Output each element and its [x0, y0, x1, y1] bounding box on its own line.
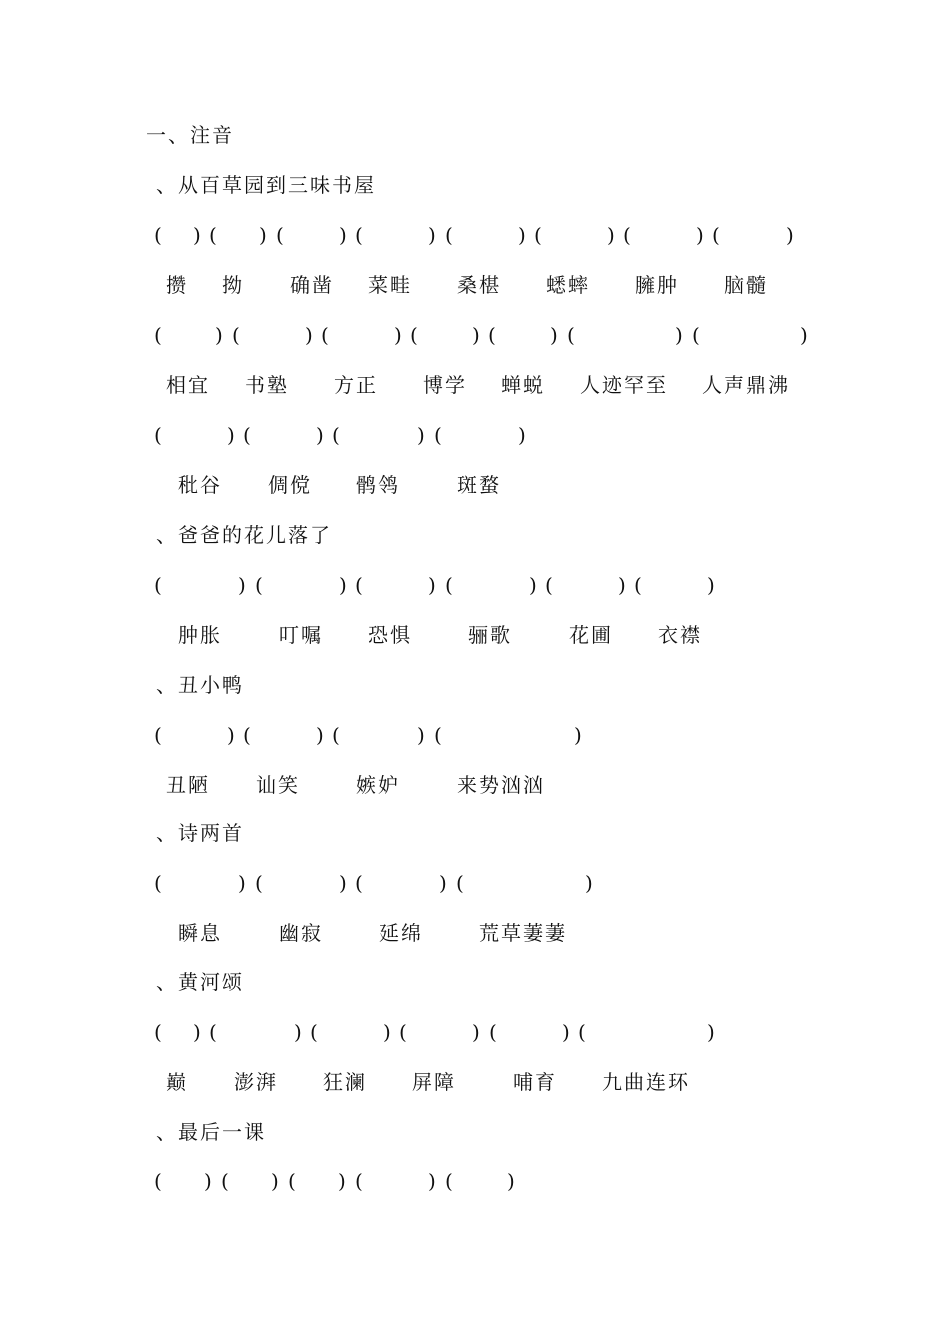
paren-open: ( — [355, 1169, 363, 1193]
section-heading: 、从百草园到三味书屋 — [156, 173, 376, 197]
paren-open: ( — [321, 323, 329, 347]
vocab-word: 书塾 — [245, 373, 289, 397]
paren-close: ) — [305, 323, 313, 347]
paren-open: ( — [154, 1020, 162, 1044]
answer-blanks-row — [0, 1017, 950, 1047]
answer-blanks-row — [0, 868, 950, 898]
paren-open: ( — [154, 573, 162, 597]
paren-close: ) — [428, 223, 436, 247]
word-row — [0, 1067, 950, 1097]
paren-close: ) — [428, 573, 436, 597]
vocab-word: 来势汹汹 — [457, 773, 545, 797]
vocab-word: 幽寂 — [279, 921, 323, 945]
section-4 — [0, 818, 950, 848]
paren-close: ) — [550, 323, 558, 347]
vocab-word: 人声鼎沸 — [702, 373, 790, 397]
vocab-word: 脑髓 — [724, 273, 768, 297]
paren-close: ) — [472, 323, 480, 347]
vocab-word: 鹘鸰 — [356, 473, 400, 497]
vocab-word: 桑椹 — [457, 273, 501, 297]
answer-blanks-row — [0, 420, 950, 450]
paren-close: ) — [294, 1020, 302, 1044]
word-row — [0, 620, 950, 650]
vocab-word: 菜畦 — [368, 273, 412, 297]
vocab-word: 衣襟 — [658, 623, 702, 647]
section-5 — [0, 967, 950, 997]
paren-close: ) — [574, 723, 582, 747]
vocab-word: 臃肿 — [635, 273, 679, 297]
paren-open: ( — [355, 871, 363, 895]
paren-open: ( — [288, 1169, 296, 1193]
paren-close: ) — [529, 573, 537, 597]
vocab-word: 秕谷 — [178, 473, 222, 497]
vocab-word: 恐惧 — [368, 623, 412, 647]
section-heading: 、诗两首 — [156, 821, 244, 845]
paren-close: ) — [607, 223, 615, 247]
vocab-word: 嫉妒 — [356, 773, 400, 797]
paren-open: ( — [456, 871, 464, 895]
vocab-word: 方正 — [334, 373, 378, 397]
answer-blanks-row — [0, 720, 950, 750]
word-row — [0, 470, 950, 500]
paren-close: ) — [472, 1020, 480, 1044]
section-1 — [0, 170, 950, 200]
paren-open: ( — [445, 1169, 453, 1193]
paren-close: ) — [215, 323, 223, 347]
vocab-word: 斑蝥 — [457, 473, 501, 497]
paren-open: ( — [209, 1020, 217, 1044]
vocab-word: 蟋蟀 — [546, 273, 590, 297]
paren-open: ( — [332, 423, 340, 447]
answer-blanks-row — [0, 320, 950, 350]
vocab-word: 蝉蜕 — [501, 373, 545, 397]
vocab-word: 相宜 — [166, 373, 210, 397]
paren-open: ( — [276, 223, 284, 247]
paren-close: ) — [339, 871, 347, 895]
paren-close: ) — [227, 423, 235, 447]
paren-close: ) — [193, 223, 201, 247]
paren-close: ) — [316, 423, 324, 447]
word-row — [0, 270, 950, 300]
paren-open: ( — [154, 871, 162, 895]
paren-close: ) — [238, 573, 246, 597]
paren-open: ( — [488, 323, 496, 347]
word-row — [0, 770, 950, 800]
vocab-word: 确凿 — [290, 273, 334, 297]
section-heading: 、爸爸的花儿落了 — [156, 523, 332, 547]
paren-close: ) — [417, 723, 425, 747]
section-heading: 、最后一课 — [156, 1120, 266, 1144]
vocab-word: 人迹罕至 — [580, 373, 668, 397]
paren-close: ) — [518, 423, 526, 447]
paren-close: ) — [339, 223, 347, 247]
paren-close: ) — [394, 323, 402, 347]
paren-open: ( — [399, 1020, 407, 1044]
paren-open: ( — [154, 723, 162, 747]
answer-blanks-row — [0, 570, 950, 600]
paren-open: ( — [232, 323, 240, 347]
paren-open: ( — [434, 423, 442, 447]
paren-close: ) — [271, 1169, 279, 1193]
vocab-word: 狂澜 — [323, 1070, 367, 1094]
vocab-word: 荒草萋萋 — [479, 921, 567, 945]
paren-open: ( — [209, 223, 217, 247]
vocab-word: 讪笑 — [256, 773, 300, 797]
vocab-word: 澎湃 — [234, 1070, 278, 1094]
paren-open: ( — [623, 223, 631, 247]
paren-open: ( — [243, 423, 251, 447]
vocab-word: 九曲连环 — [602, 1070, 690, 1094]
paren-close: ) — [707, 573, 715, 597]
word-row — [0, 370, 950, 400]
paren-close: ) — [193, 1020, 201, 1044]
paren-close: ) — [338, 1169, 346, 1193]
vocab-word: 叮嘱 — [279, 623, 323, 647]
vocab-word: 瞬息 — [178, 921, 222, 945]
paren-open: ( — [489, 1020, 497, 1044]
paren-open: ( — [445, 223, 453, 247]
paren-open: ( — [355, 223, 363, 247]
paren-close: ) — [800, 323, 808, 347]
vocab-word: 博学 — [423, 373, 467, 397]
vocab-word: 骊歌 — [468, 623, 512, 647]
vocab-word: 拗 — [222, 273, 244, 297]
paren-close: ) — [238, 871, 246, 895]
paren-open: ( — [243, 723, 251, 747]
paren-open: ( — [692, 323, 700, 347]
section-3 — [0, 670, 950, 700]
section-heading: 、丑小鸭 — [156, 673, 244, 697]
word-row — [0, 918, 950, 948]
paren-open: ( — [310, 1020, 318, 1044]
answer-blanks-row — [0, 220, 950, 250]
paren-open: ( — [221, 1169, 229, 1193]
section-heading: 、黄河颂 — [156, 970, 244, 994]
paren-close: ) — [786, 223, 794, 247]
paren-close: ) — [316, 723, 324, 747]
paren-close: ) — [428, 1169, 436, 1193]
paren-close: ) — [562, 1020, 570, 1044]
vocab-word: 花圃 — [569, 623, 613, 647]
paren-close: ) — [339, 573, 347, 597]
paren-close: ) — [439, 871, 447, 895]
paren-close: ) — [227, 723, 235, 747]
section-6 — [0, 1117, 950, 1147]
paren-close: ) — [507, 1169, 515, 1193]
paren-close: ) — [383, 1020, 391, 1044]
vocab-word: 攒 — [166, 273, 188, 297]
section-2 — [0, 520, 950, 550]
vocab-word: 肿胀 — [178, 623, 222, 647]
paren-close: ) — [675, 323, 683, 347]
paren-open: ( — [634, 573, 642, 597]
vocab-word: 延绵 — [379, 921, 423, 945]
paren-open: ( — [255, 871, 263, 895]
paren-open: ( — [154, 423, 162, 447]
paren-open: ( — [154, 1169, 162, 1193]
paren-open: ( — [434, 723, 442, 747]
title-line — [0, 120, 950, 150]
paren-open: ( — [534, 223, 542, 247]
paren-close: ) — [585, 871, 593, 895]
paren-close: ) — [417, 423, 425, 447]
paren-open: ( — [332, 723, 340, 747]
paren-close: ) — [696, 223, 704, 247]
page-title: 一、注音 — [146, 123, 234, 147]
paren-open: ( — [578, 1020, 586, 1044]
paren-close: ) — [259, 223, 267, 247]
vocab-word: 丑陋 — [166, 773, 210, 797]
paren-open: ( — [712, 223, 720, 247]
paren-open: ( — [154, 323, 162, 347]
paren-open: ( — [154, 223, 162, 247]
vocab-word: 哺育 — [513, 1070, 557, 1094]
paren-close: ) — [707, 1020, 715, 1044]
answer-blanks-row — [0, 1166, 950, 1196]
paren-open: ( — [545, 573, 553, 597]
vocab-word: 屏障 — [412, 1070, 456, 1094]
paren-open: ( — [445, 573, 453, 597]
paren-close: ) — [204, 1169, 212, 1193]
paren-open: ( — [410, 323, 418, 347]
paren-close: ) — [618, 573, 626, 597]
paren-open: ( — [255, 573, 263, 597]
paren-open: ( — [567, 323, 575, 347]
vocab-word: 巅 — [166, 1070, 188, 1094]
paren-close: ) — [518, 223, 526, 247]
vocab-word: 倜傥 — [268, 473, 312, 497]
paren-open: ( — [355, 573, 363, 597]
